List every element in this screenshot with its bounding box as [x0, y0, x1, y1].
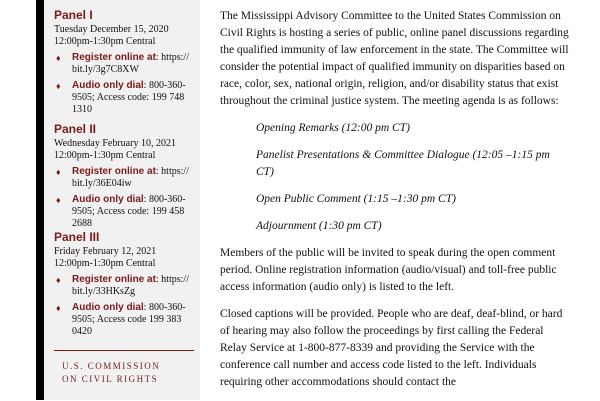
panel-date: Tuesday December 15, 2020	[54, 24, 169, 35]
agenda-item: Adjournment (1:30 pm CT)	[256, 220, 382, 232]
left-accent-bar	[36, 0, 44, 400]
panel-title: Panel II	[54, 122, 97, 136]
panel-title: Panel I	[54, 8, 93, 22]
audio-label: Audio only dial	[72, 194, 144, 205]
intro-paragraph: The Mississippi Advisory Committee to the United States Commission on Civil Rights is hosting a series of public, online panel discussions regarding the qualified immunity of law enforcement in the state. The Committee will consider the potential impact of qualified immunity on disparities based on race, color, sex, national origin, religion, and/or disability status that exist throughout the criminal justice system. The meeting agenda is as follows:	[220, 10, 569, 107]
panel-date: Wednesday February 10, 2021	[54, 138, 176, 149]
public-comment-paragraph: Members of the public will be invited to speak during the open comment period. Online registration information (audio/visual) and toll-free public access information (audio only) is listed to the left.	[220, 247, 557, 293]
diamond-bullet-icon: ♦	[56, 303, 61, 313]
diamond-bullet-icon: ♦	[56, 275, 61, 285]
diamond-bullet-icon: ♦	[56, 195, 61, 205]
audio-item	[54, 194, 202, 230]
panel-date: Friday February 12, 2021	[54, 246, 157, 257]
panel-2	[54, 122, 202, 230]
agenda-item: Opening Remarks (12:00 pm CT)	[256, 122, 410, 134]
audio-info: : 800-360-9505; Access code: 199 748 1310	[72, 80, 186, 115]
register-item	[54, 166, 202, 190]
register-link[interactable]: : https:// bit.ly/3g7C8XW	[72, 52, 189, 75]
diamond-bullet-icon: ♦	[56, 53, 61, 63]
register-label: Register online at	[72, 52, 156, 63]
commission-name	[62, 360, 192, 386]
register-label: Register online at	[72, 274, 156, 285]
register-link[interactable]: : https:// bit.ly/36E04iw	[72, 166, 189, 189]
audio-item	[54, 80, 202, 116]
register-item	[54, 274, 202, 298]
audio-info: : 800-360-9505; Access code: 199 458 2688	[72, 194, 186, 229]
panel-title: Panel III	[54, 230, 100, 244]
register-link[interactable]: : https:// bit.ly/33HKsZg	[72, 274, 189, 297]
commission-line-2: ON CIVIL RIGHTS	[62, 374, 159, 384]
diamond-bullet-icon: ♦	[56, 81, 61, 91]
diamond-bullet-icon: ♦	[56, 167, 61, 177]
panel-time: 12:00pm-1:30pm Central	[54, 36, 156, 47]
commission-line-1: U.S. COMMISSION	[62, 361, 161, 371]
agenda-list	[220, 120, 570, 235]
agenda-item: Open Public Comment (1:15 –1:30 pm CT)	[256, 193, 456, 205]
main-content	[220, 8, 570, 401]
panel-time: 12:00pm-1:30pm Central	[54, 258, 156, 269]
audio-label: Audio only dial	[72, 302, 144, 313]
audio-info: : 800-360-9505; Access code 199 383 0420	[72, 302, 186, 337]
agenda-item: Panelist Presentations & Committee Dialogue (12:05 –1:15 pm CT)	[256, 149, 550, 178]
captions-paragraph: Closed captions will be provided. People who are deaf, deaf-blind, or hard of hearing may also follow the proceedings by first calling the Federal Relay Service at 1-800-877-8339 and providing the Service with the conference call number and access code listed to the left. Individuals requiring other accommodations should contact the	[220, 308, 563, 388]
audio-label: Audio only dial	[72, 80, 144, 91]
audio-item	[54, 302, 202, 338]
panel-3	[54, 230, 202, 338]
panel-time: 12:00pm-1:30pm Central	[54, 150, 156, 161]
panel-1	[54, 8, 202, 116]
register-item	[54, 52, 202, 76]
sidebar-divider	[54, 350, 194, 351]
register-label: Register online at	[72, 166, 156, 177]
